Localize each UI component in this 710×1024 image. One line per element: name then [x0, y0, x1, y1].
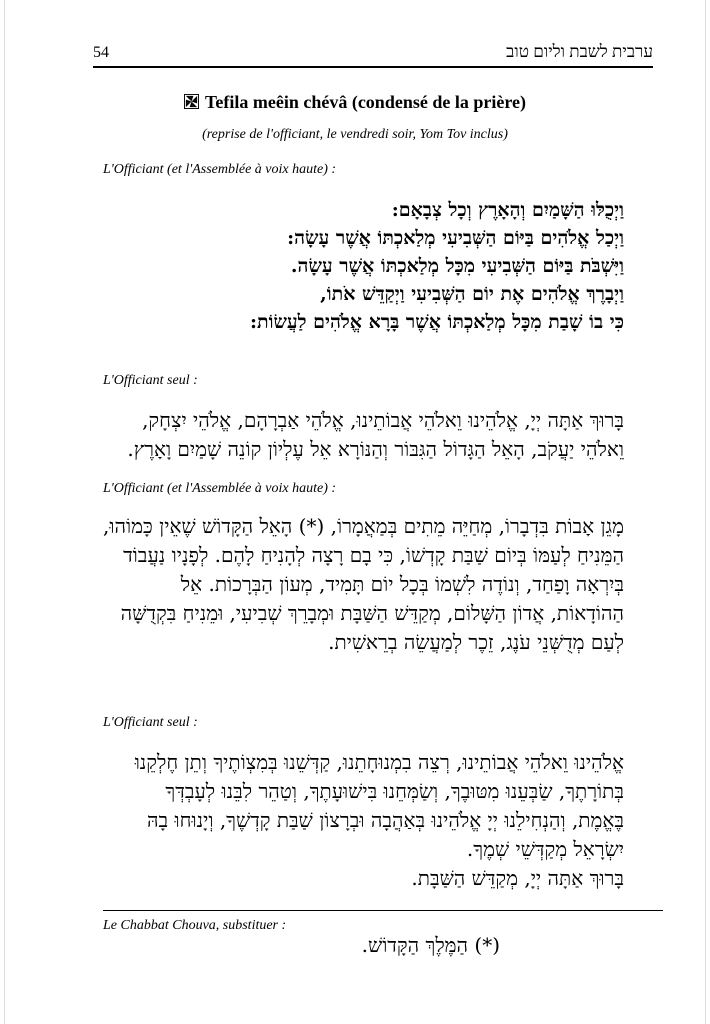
hebrew-paragraph: [127, 406, 624, 464]
page-frame-right: [705, 0, 706, 1024]
hebrew-paragraph: [135, 748, 624, 893]
hebrew-line: וֵאלֹהֵי יַעֲקֹב, הָאֵל הַגָּדוֹל הַגִּבּוֹר וְהַנּוֹרָא אֵל עֶלְיוֹן קוֹנֵה שָׁמַיִם וָאָרֶץ.: [127, 437, 624, 461]
hebrew-line: לְעַם מְדֻשְּׁנֵי עֹנֶג, זֵכֶר לְמַעֲשֵׂה בְרֵאשִׁית.: [328, 630, 624, 654]
hebrew-line: וַיְכֻלּוּ הַשָּׁמַיִם וְהָאָרֶץ וְכָל צְבָאָם:: [391, 199, 624, 221]
running-title: ערבית לשבת וליום טוב: [506, 42, 653, 61]
rubric-label: L'Officiant (et l'Assemblée à voix haute) :: [103, 481, 337, 496]
footnote-label: Le Chabbat Chouva, substituer :: [103, 918, 287, 933]
section-title-text: Tefila meêin chévâ (condensé de la prière): [205, 92, 526, 112]
rubric-label: L'Officiant (et l'Assemblée à voix haute) :: [103, 162, 337, 177]
footnote-text: (*) הַמֶּלֶךְ הַקָּדוֹשׁ.: [361, 933, 500, 957]
hebrew-line: בְּיִרְאָה וָפַחַד, וְנוֹדֶה לִשְׁמוֹ בְּכָל יוֹם תָּמִיד, מְעוֹן הַבְּרָכוֹת. אֵל: [180, 572, 624, 596]
hebrew-line: וַיְכַל אֱלֹהִים בַּיּוֹם הַשְּׁבִיעִי מְלַאכְתּוֹ אֲשֶׁר עָשָׂה:: [287, 227, 624, 249]
hebrew-paragraph: [250, 196, 624, 336]
hebrew-line: בֶּאֱמֶת, וְהַנְחִילֵנוּ יְיָ אֱלֹהֵינוּ בְּאַהֲבָה וּבְרָצוֹן שַׁבַּת קָדְשֶׁךָ, וְיָנוּחוּ בָהּ: [147, 808, 624, 832]
hebrew-line: אֱלֹהֵינוּ וֵאלֹהֵי אֲבוֹתֵינוּ, רְצֵה בִמְנוּחָתֵנוּ, קַדְּשֵׁנוּ בְּמִצְוֹתֶיךָ וְתֵן חֶלְקֵנוּ: [134, 750, 624, 774]
footnote-divider: [103, 910, 663, 911]
section-subtitle: (reprise de l'officiant, le vendredi soir, Yom Tov inclus): [202, 127, 508, 142]
hebrew-line: הַהוֹדָאוֹת, אֲדוֹן הַשָּׁלוֹם, מְקַדֵּשׁ הַשַּׁבָּת וּמְבָרֵךְ שְׁבִיעִי, וּמֵנִיחַ בִּקְדֻשָּׁה: [120, 601, 624, 625]
maltese-cross-icon: [184, 93, 199, 108]
hebrew-line: וַיְבָרֶךְ אֱלֹהִים אֶת יוֹם הַשְּׁבִיעִי וַיְקַדֵּשׁ אֹתוֹ,: [320, 283, 624, 305]
hebrew-line: בָּרוּךְ אַתָּה יְיָ, מְקַדֵּשׁ הַשַּׁבָּת.: [411, 866, 624, 890]
section-title: [0, 92, 710, 113]
page-frame-left: [4, 0, 5, 1024]
page-header: [93, 40, 653, 68]
rubric-label: L'Officiant seul :: [103, 373, 198, 388]
hebrew-line: בָּרוּךְ אַתָּה יְיָ, אֱלֹהֵינוּ וֵאלֹהֵי אֲבוֹתֵינוּ, אֱלֹהֵי אַבְרָהָם, אֱלֹהֵי יִצְחָק,: [142, 408, 624, 432]
page-number: 54: [93, 44, 109, 61]
hebrew-line: הַמֵּנִיחַ לְעַמּוֹ בְּיוֹם שַׁבַּת קָדְשׁוֹ, כִּי בָם רָצָה לְהָנִיחַ לָהֶם. לְפָנָיו נַעֲבוֹד: [123, 543, 624, 567]
hebrew-line: בְּתוֹרָתֶךָ, שַׂבְּעֵנוּ מִטּוּבֶךָ, וְשַׂמְּחֵנוּ בִּישׁוּעָתֶךָ, וְטַהֵר לִבֵּנוּ לְעָבְדְּךָ: [165, 779, 624, 803]
hebrew-line: כִּי בוֹ שָׁבַת מִכָּל מְלַאכְתּוֹ אֲשֶׁר בָּרָא אֱלֹהִים לַעֲשׂוֹת:: [249, 311, 624, 333]
hebrew-line: מָגֵן אָבוֹת בִּדְבָרוֹ, מְחַיֵּה מֵתִים בְּמַאֲמָרוֹ, (*) הָאֵל הַקָּדוֹשׁ שֶׁאֵין כָּמוֹהוּ,: [103, 514, 624, 538]
rubric-label: L'Officiant seul :: [103, 715, 198, 730]
hebrew-paragraph: [103, 512, 624, 657]
hebrew-line: וַיִּשְׁבֹּת בַּיּוֹם הַשְּׁבִיעִי מִכָּל מְלַאכְתּוֹ אֲשֶׁר עָשָׂה.: [290, 255, 624, 277]
hebrew-line: יִשְׂרָאֵל מְקַדְּשֵׁי שְׁמֶךָ.: [466, 837, 624, 861]
